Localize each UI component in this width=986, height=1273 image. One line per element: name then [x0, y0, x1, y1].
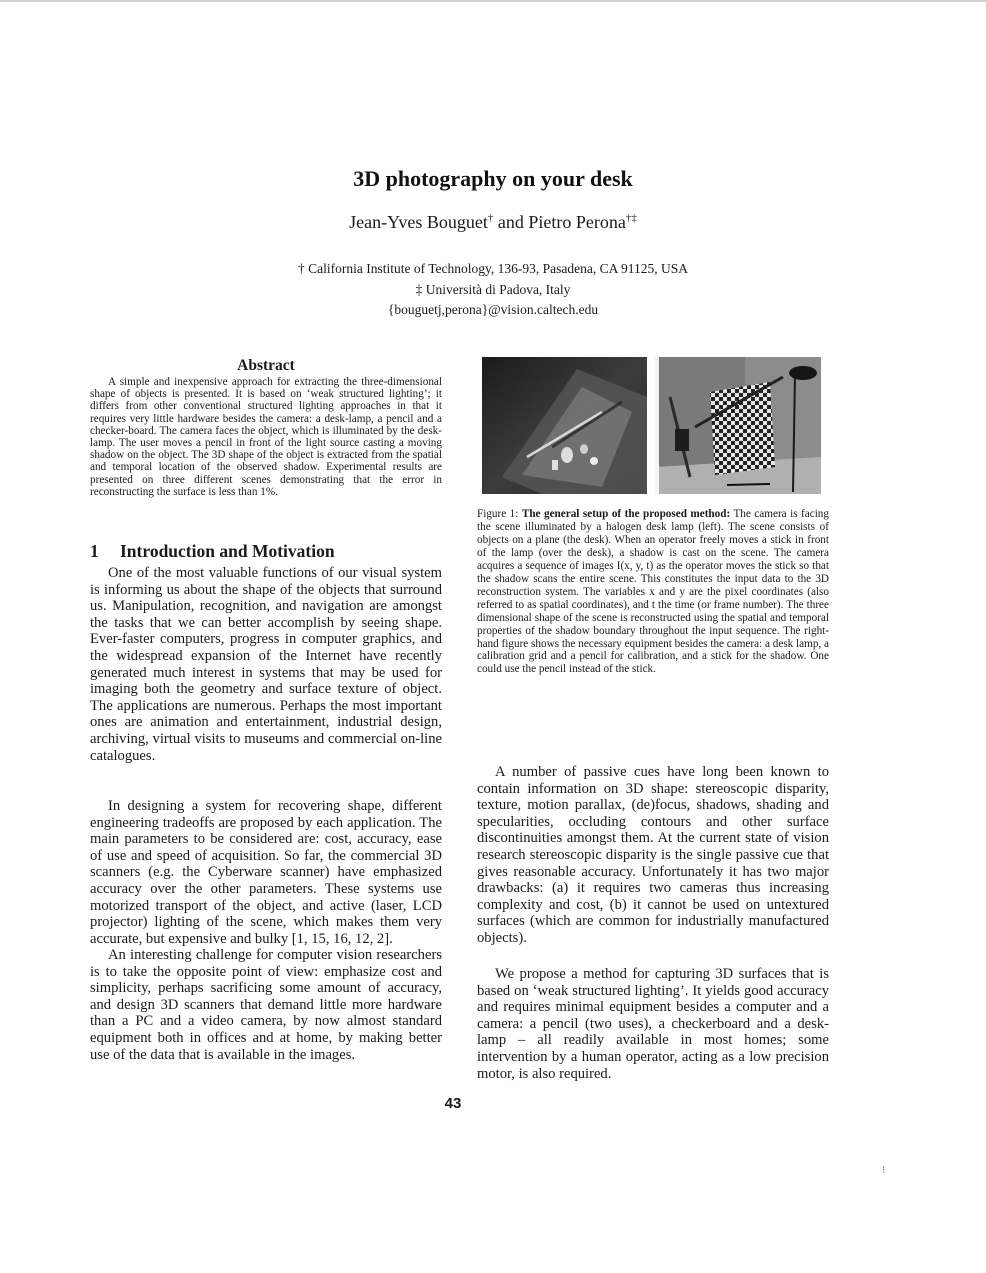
affiliation-caltech: † California Institute of Technology, 136-93, Pasadena, CA 91125, USA	[297, 261, 688, 276]
author-connector: and	[493, 212, 529, 232]
abstract-text: A simple and inexpensive approach for extracting the three-dimensional shape of objects is presented. It is based on ‘weak structured lighting’; it differs from other conventional structured lighting approaches in that it requires very little hardware besides the camera: a desk-lamp, a pencil and a checker-board. The camera faces the object, which is illuminated by the desk-lamp. The user moves a pencil in front of the light source casting a moving shadow on the object. The 3D shape of the object is extracted from the spatial and temporal location of the observed shadow. Experimental results are presented on three different scenes demonstrating that the error in reconstructing the surface is less than 1%.	[90, 376, 442, 498]
section-number: 1	[90, 541, 99, 561]
figure-caption-bold: The general setup of the proposed method:	[521, 508, 731, 520]
scan-margin-mark: ⁝	[882, 1165, 886, 1176]
author-1: Jean-Yves Bouguet	[349, 212, 488, 232]
right-paragraph-2: We propose a method for capturing 3D surfaces that is based on ‘weak structured lighting’. It yields good accuracy and requires minimal equipment besides a computer and a camera: a pencil (two uses), a checkerboard and a desk-lamp – all readily available in most homes; some intervention by a human operator, acting as a low precision motor, is also required.	[477, 966, 829, 1082]
author-2-mark: †‡	[625, 212, 637, 224]
abstract-heading: Abstract	[237, 357, 295, 374]
intro-paragraph-2: In designing a system for recovering shape, different engineering tradeoffs are proposed by each application. The main parameters to be considered are: cost, accuracy, ease of use and speed of acquisition. So far, the commercial 3D scanners (e.g. the Cyberware scanner) have emphasized accuracy over the other parameters. These systems use motorized transport of the object, and active (laser, LCD projector) lighting of the scene, which makes them very accurate, but expensive and bulky [1, 15, 16, 12, 2].	[90, 798, 442, 947]
figure-equipment-photo	[655, 357, 821, 494]
paper-title: 3D photography on your desk	[353, 166, 633, 191]
figure-caption	[477, 508, 829, 676]
author-line	[0, 212, 986, 233]
intro-paragraph-1: One of the most valuable functions of our visual system is informing us about the shape of the objects that surround us. Manipulation, recognition, and navigation are amongst the tasks that we can better accomplish by seeing shape. Ever-faster computers, progress in computer graphics, and the widespread expansion of the Internet have recently generated much interest in systems that may be used for imaging both the geometry and surface texture of object. The applications are numerous. Perhaps the most important ones are animation and entertainment, industrial design, archiving, virtual visits to museums and commercial on-line catalogues.	[90, 565, 442, 764]
figure-scene-photo	[482, 357, 647, 494]
section-heading	[90, 541, 335, 562]
page-top-rule	[0, 0, 986, 2]
section-title: Introduction and Motivation	[120, 541, 335, 561]
intro-paragraph-3: An interesting challenge for computer vision researchers is to take the opposite point of view: emphasize cost and simplicity, perhaps sacrificing some amount of accuracy, and design 3D scanners that demand little more hardware than a PC and a video camera, by now almost standard equipment both in offices and at home, by making better use of the data that is available in the images.	[90, 947, 442, 1063]
author-1-mark: †	[487, 212, 494, 224]
page-number: 43	[444, 1095, 462, 1112]
right-paragraph-1: A number of passive cues have long been known to contain information on 3D shape: stereoscopic disparity, texture, motion parallax, (de)focus, shadows, shading and specularities, occluding contours and other surface discontinuities amongst them. At the current state of vision research stereoscopic disparity is the single passive cue that gives reasonable accuracy. Unfortunately it has two major drawbacks: (a) it requires two cameras thus increasing complexity and cost, (b) it cannot be used on untextured surfaces (which are common for industrially manufactured objects).	[477, 764, 829, 946]
figure-caption-text: The camera is facing the scene illuminated by a halogen desk lamp (left). The scene consists of objects on a plane (the desk). When an operator freely moves a stick in front of the lamp (over the desk), a shadow is cast on the scene. The camera acquires a sequence of images I(x, y, t) as the operator moves the stick so that the shadow scans the entire scene. This constitutes the input data to the 3D reconstruction system. The variables x and y are the pixel coordinates (also referred to as spatial coordinates), and t the time (or frame number). The three dimensional shape of the scene is reconstructed using the spatial and temporal properties of the shadow boundary throughout the input sequence. The right-hand figure shows the necessary equipment besides the camera: a desk lamp, a calibration grid and a pencil for calibration, and a stick for the shadow. One could use the pencil instead of the stick.	[477, 508, 829, 676]
affiliation-email: {bouguetj,perona}@vision.caltech.edu	[387, 302, 599, 317]
author-2: Pietro Perona	[528, 212, 626, 232]
figure-label: Figure 1:	[477, 508, 522, 520]
affiliation-padova: ‡ Università di Padova, Italy	[415, 282, 571, 297]
